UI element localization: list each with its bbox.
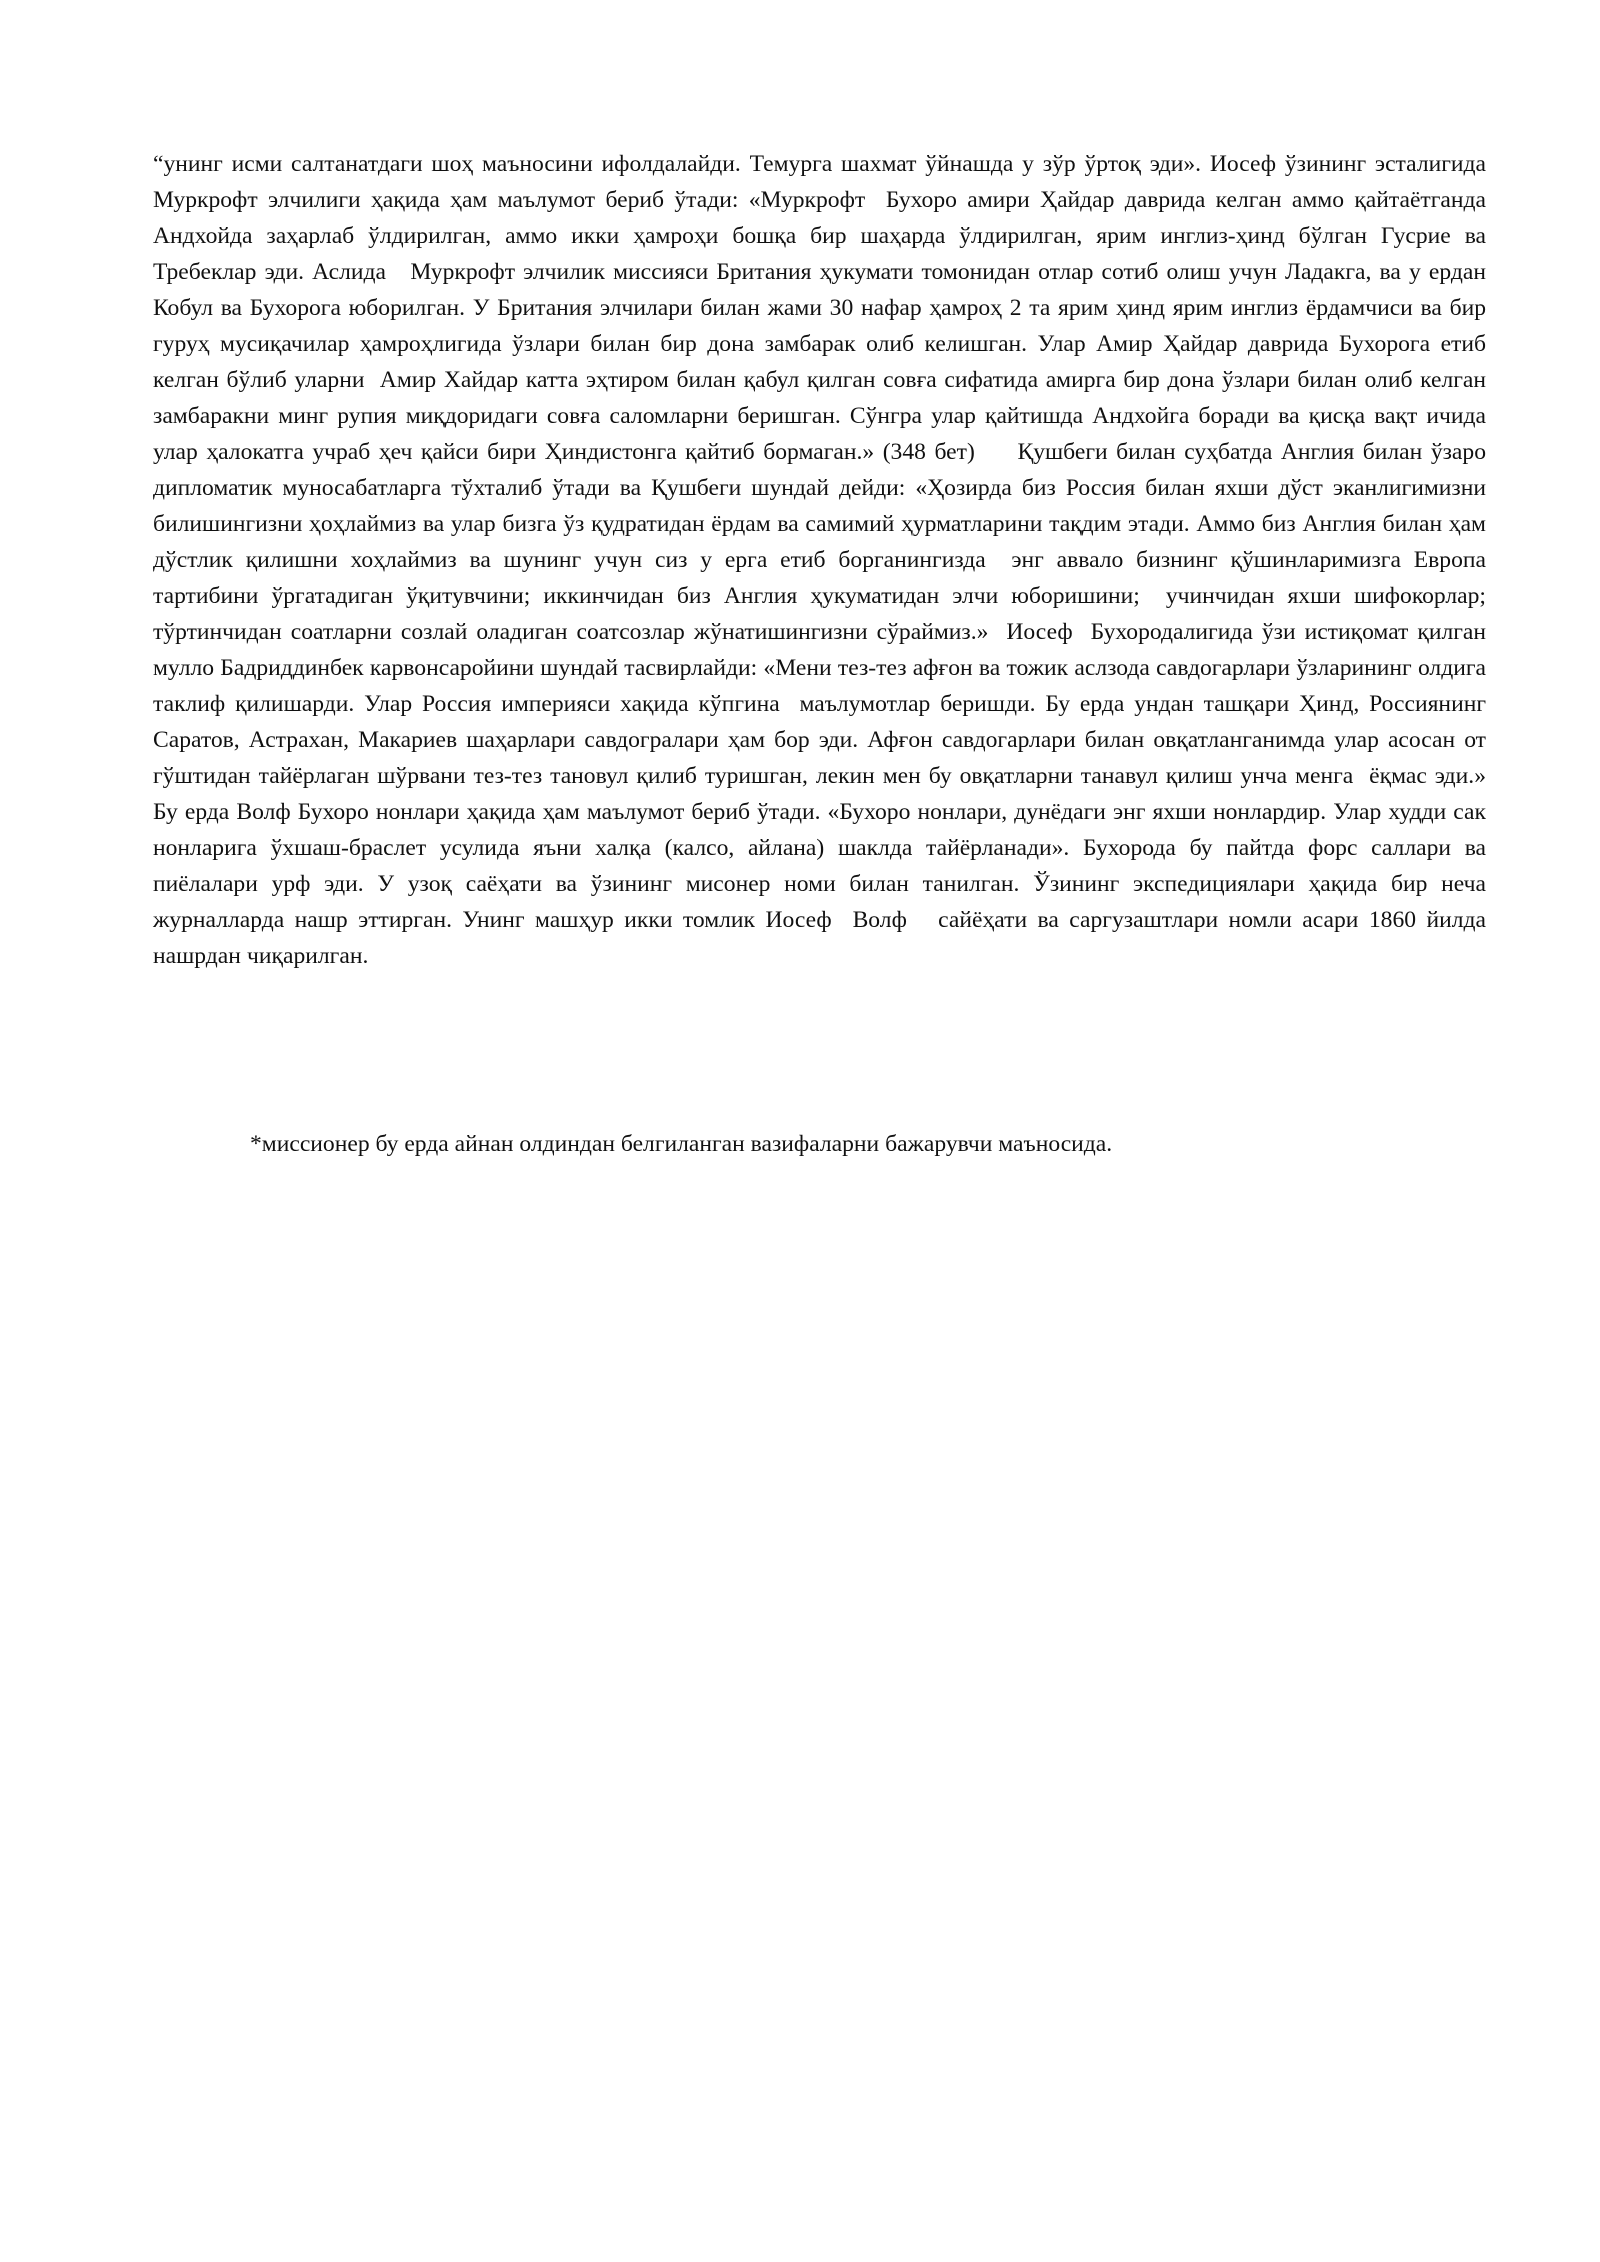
footnote: *миссионер бу ерда айнан олдиндан белгиланган вазифаларни бажарувчи маъносида.	[250, 1131, 1113, 1157]
body-paragraph: “унинг исми салтанатдаги шоҳ маъносини ифолдалайди. Темурга шахмат ўйнашда у зўр ўртоқ эди». Иосеф ўзининг эсталигида Муркрофт элчилиги ҳақида ҳам маълумот бериб ўтади: «Муркрофт Бухоро амири Ҳайдар даврида келган аммо қайтаётганда Андхойда заҳарлаб ўлдирилган, аммо икки ҳамроҳи бошқа бир шаҳарда ўлдирилган, ярим инглиз-ҳинд бўлган Гусрие ва Требеклар эди. Аслида Муркрофт элчилик миссияси Британия ҳукумати томонидан отлар сотиб олиш учун Ладакга, ва у ердан Кобул ва Бухорога юборилган. У Британия элчилари билан жами 30 нафар ҳамроҳ 2 та ярим ҳинд ярим инглиз ёрдамчиси ва бир гуруҳ мусиқачилар ҳамроҳлигида ўзлари билан бир дона замбарак олиб келишган. Улар Амир Ҳайдар даврида Бухорога етиб келган бўлиб уларни Амир Хайдар катта эҳтиром билан қабул қилган совға сифатида амирга бир дона ўзлари билан олиб келган замбаракни минг рупия миқдоридаги совға саломларни беришган. Сўнгра улар қайтишда Андхойга боради ва қисқа вақт ичида улар ҳалокатга учраб ҳеч қайси бири Ҳиндистонга қайтиб бормаган.» (348 бет) Қушбеги билан суҳбатда Англия билан ўзаро дипломатик муносабатларга тўхталиб ўтади ва Қушбеги шундай дейди: «Ҳозирда биз Россия билан яхши дўст эканлигимизни билишингизни ҳоҳлаймиз ва улар бизга ўз қудратидан ёрдам ва самимий ҳурматларини тақдим этади. Аммо биз Англия билан ҳам дўстлик қилишни хоҳлаймиз ва шунинг учун сиз у ерга етиб борганингизда энг аввало бизнинг қўшинларимизга Европа тартибини ўргатадиган ўқитувчини; иккинчидан биз Англия ҳукуматидан элчи юборишини; учинчидан яхши шифокорлар; тўртинчидан соатларни созлай оладиган соатсозлар жўнатишингизни сўраймиз.» Иосеф Бухородалигида ўзи истиқомат қилган мулло Бадриддинбек карвонсаройини шундай тасвирлайди: «Мени тез-тез афғон ва тожик аслзода савдогарлари ўзларининг олдига таклиф қилишарди. Улар Россия империяси хақида кўпгина маълумотлар беришди. Бу ерда ундан ташқари Ҳинд, Россиянинг Саратов, Астрахан, Макариев шаҳарлари савдогралари ҳам бор эди. Афғон савдогарлари билан овқатланганимда улар асосан от гўштидан тайёрлаган шўрвани тез-тез тановул қилиб туришган, лекин мен бу овқатларни танавул қилиш унча менга ёқмас эди.» Бу ерда Волф Бухоро нонлари ҳақида ҳам маълумот бериб ўтади. «Бухоро нонлари, дунёдаги энг яхши нонлардир. Улар худди сак нонларига ўхшаш-браслет усулида яъни халқа (калсо, айлана) шаклда тайёрланади». Бухорода бу пайтда форс саллари ва пиёлалари урф эди. У узоқ саёҳати ва ўзининг мисонер номи билан танилган. Ўзининг экспедициялари ҳақида бир неча журналларда нашр эттирган. Унинг машҳур икки томлик Иосеф Волф сайёҳати ва саргузаштлари номли асари 1860 йилда нашрдан чиқарилган.	[153, 151, 1493, 969]
